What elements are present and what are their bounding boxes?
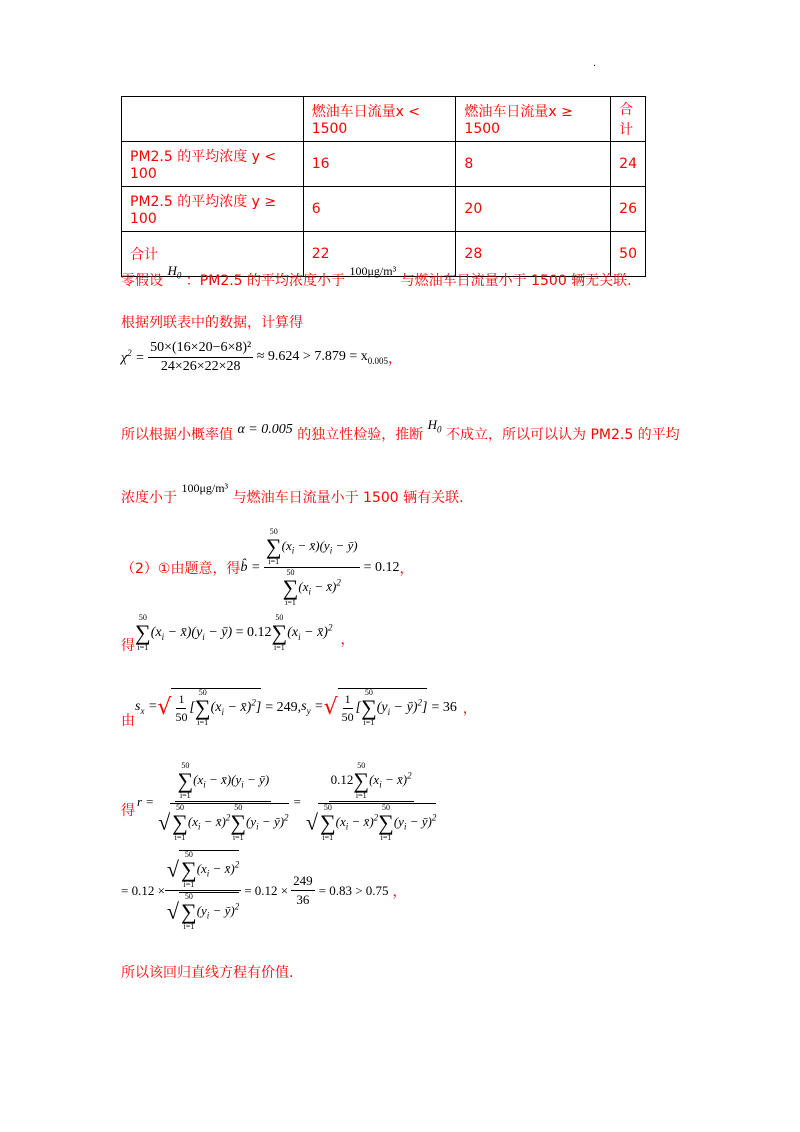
table-cell: 22 [303,232,456,277]
table-header-cell [122,97,304,142]
b-hat-denominator: 50 ∑ i=1 ($x_i$ − x̄)$^2$ [282,568,341,607]
r-value: = 0.83 > 0.75 [318,882,389,898]
sum-comma: ， [340,632,355,648]
sy-symbol: $s_y$ = [301,699,324,716]
table-header-cell: 燃油车日流量x < 1500 [303,97,456,142]
table-cell: 28 [456,232,611,277]
final-conclusion: 所以该回归直线方程有价值. [121,965,294,981]
r-ratio: $\frac{249}{36}$ [293,873,313,907]
r-formula: 得 r = 50 ∑ i=1 ($x_i$ − $x̄)(y_i$ − ȳ) √ 50 ∑ i=1 ($x_i$ − x̄)$^2$ 50 ∑ i=1 ($y_i$ − ȳ)$^2$ = 0.12 50 ∑ i=1 ($x_i$ − x̄)$^2$ √ 50 ∑ i=1 ($x_i$ − x̄)$^2$ 50 ∑ i=1 ($y_i$ − ȳ)$^2$ [121,761,437,842]
page-mark: . [593,58,597,69]
r-label: r = [137,794,155,809]
conclusion-1b: 的独立性检验，推断 [297,427,424,443]
sqrt-icon: √ [157,695,172,720]
sqrt-icon: √ [323,695,338,720]
chi-denominator: 24×26×22×28 [160,359,241,374]
h0-symbol: $H_0$ [427,417,442,435]
hyp-unit: 100μg/m³ [349,264,397,278]
r-fraction-2: 0.12 50 ∑ i=1 ($x_i$ − x̄)$^2$ √ 50 ∑ i=1 ($x_i$ − x̄)$^2$ 50 ∑ i=1 ($y_i$ − ȳ)$^2$ [305,761,437,842]
sx-symbol: $s_x$ = [135,699,158,716]
de-label-2: 得 [121,803,135,819]
de-label: 得 [121,638,135,654]
chi-numerator: 50×(16×20−6×8)² [148,340,253,358]
sum-equation-body: 50 ∑ i=1 ($x_i$ − $x̄)(y_i$ − ȳ) = 0.12 50 ∑ i=1 ($x_i$ − x̄)$^2$ [135,613,333,652]
calc-intro: 根据列联表中的数据，计算得 [121,315,303,331]
table-header-cell: 合计 [611,97,646,142]
unit-value: 100μg/m³ [181,481,229,495]
hyp-mid: ：PM2.5 的平均浓度小于 [185,273,346,289]
conclusion-line-2 [121,481,464,507]
conclusion-2a: 浓度小于 [121,490,177,506]
std-equation [121,688,477,727]
b-hat-symbol: b̂ = [240,559,264,575]
table-cell: 8 [456,142,611,187]
conclusion-2b: 与燃油车日流量小于 1500 辆有关联. [232,490,464,506]
table-cell: 16 [303,142,456,187]
table-cell: 20 [456,187,611,232]
b-hat-formula [121,528,414,607]
table-cell: 50 [611,232,646,277]
chi-symbol: $\chi^2$ = [121,348,149,366]
hyp-symbol: $H_0$ [167,263,182,281]
chi-comma: ， [387,351,402,367]
table-cell: PM2.5 的平均浓度 y < 100 [122,142,304,187]
table-cell: 6 [303,187,456,232]
b-hat-value: = 0.12 [363,559,400,575]
sum-equation [121,614,354,652]
you-label: 由 [121,712,135,729]
b-hat-fraction [264,528,360,607]
hyp-end: 与燃油车日流量小于 1500 辆无关联. [400,273,632,289]
table-header-cell: 燃油车日流量x ≥ 1500 [456,97,611,142]
r-comma: ， [392,883,407,900]
conclusion-1a: 所以根据小概率值 [121,427,233,443]
chi-fraction [148,340,253,375]
b-hat-numerator: 50 ∑ i=1 ($x_i$ − $x̄)(y_i$ − ȳ) [265,527,358,566]
conclusion-line-1 [121,417,680,445]
sx-value: = 249, [265,699,302,715]
b-hat-comma: ， [399,560,414,577]
hyp-prefix: 零假设 [121,273,163,289]
r-final-prefix: = 0.12 × [121,882,165,898]
table-cell: 合计 [122,232,304,277]
table-cell: 24 [611,142,646,187]
sy-radicand: $\frac{1}{50}$ [ 50 ∑ i=1 ($y_i$ − ȳ)$^2$] [338,688,428,727]
sx-radicand: $\frac{1}{50}$ [ 50 ∑ i=1 ($x_i$ − x̄)$^2$] [171,688,261,727]
table-row [122,142,646,187]
r-fraction-1: 50 ∑ i=1 ($x_i$ − $x̄)(y_i$ − ȳ) √ 50 ∑ i=1 ($x_i$ − x̄)$^2$ 50 ∑ i=1 ($y_i$ − ȳ)$^2$ [158,761,289,842]
chi-square-formula [121,340,402,375]
table-row [122,187,646,232]
table-cell: PM2.5 的平均浓度 y ≥ 100 [122,187,304,232]
std-comma: ， [462,700,477,717]
chi-result: ≈ $9.624 > 7.879 = x_{0.005}$ [256,349,388,366]
table-header-row [122,97,646,142]
alpha-value: α = 0.005 [237,422,293,437]
r-final-formula: = 0.12 × √ 50 ∑ i=1 ($x_i$ − x̄)$^2$ √ 50 ∑ i=1 ($y_i$ − ȳ)$^2$ = 0.12 × $\frac{249}{36}$ = 0.83 > 0.75 ， [121,850,407,931]
conclusion-1c: 不成立，所以可以认为 PM2.5 的平均 [446,427,680,443]
part2-prefix: （2）①由题意，得 [121,560,241,577]
sy-value: = 36 [431,699,457,715]
table-cell: 26 [611,187,646,232]
r-final-fraction: √ 50 ∑ i=1 ($x_i$ − x̄)$^2$ √ 50 ∑ i=1 ($y_i$ − ȳ)$^2$ [166,850,240,931]
null-hypothesis-line [121,263,632,291]
